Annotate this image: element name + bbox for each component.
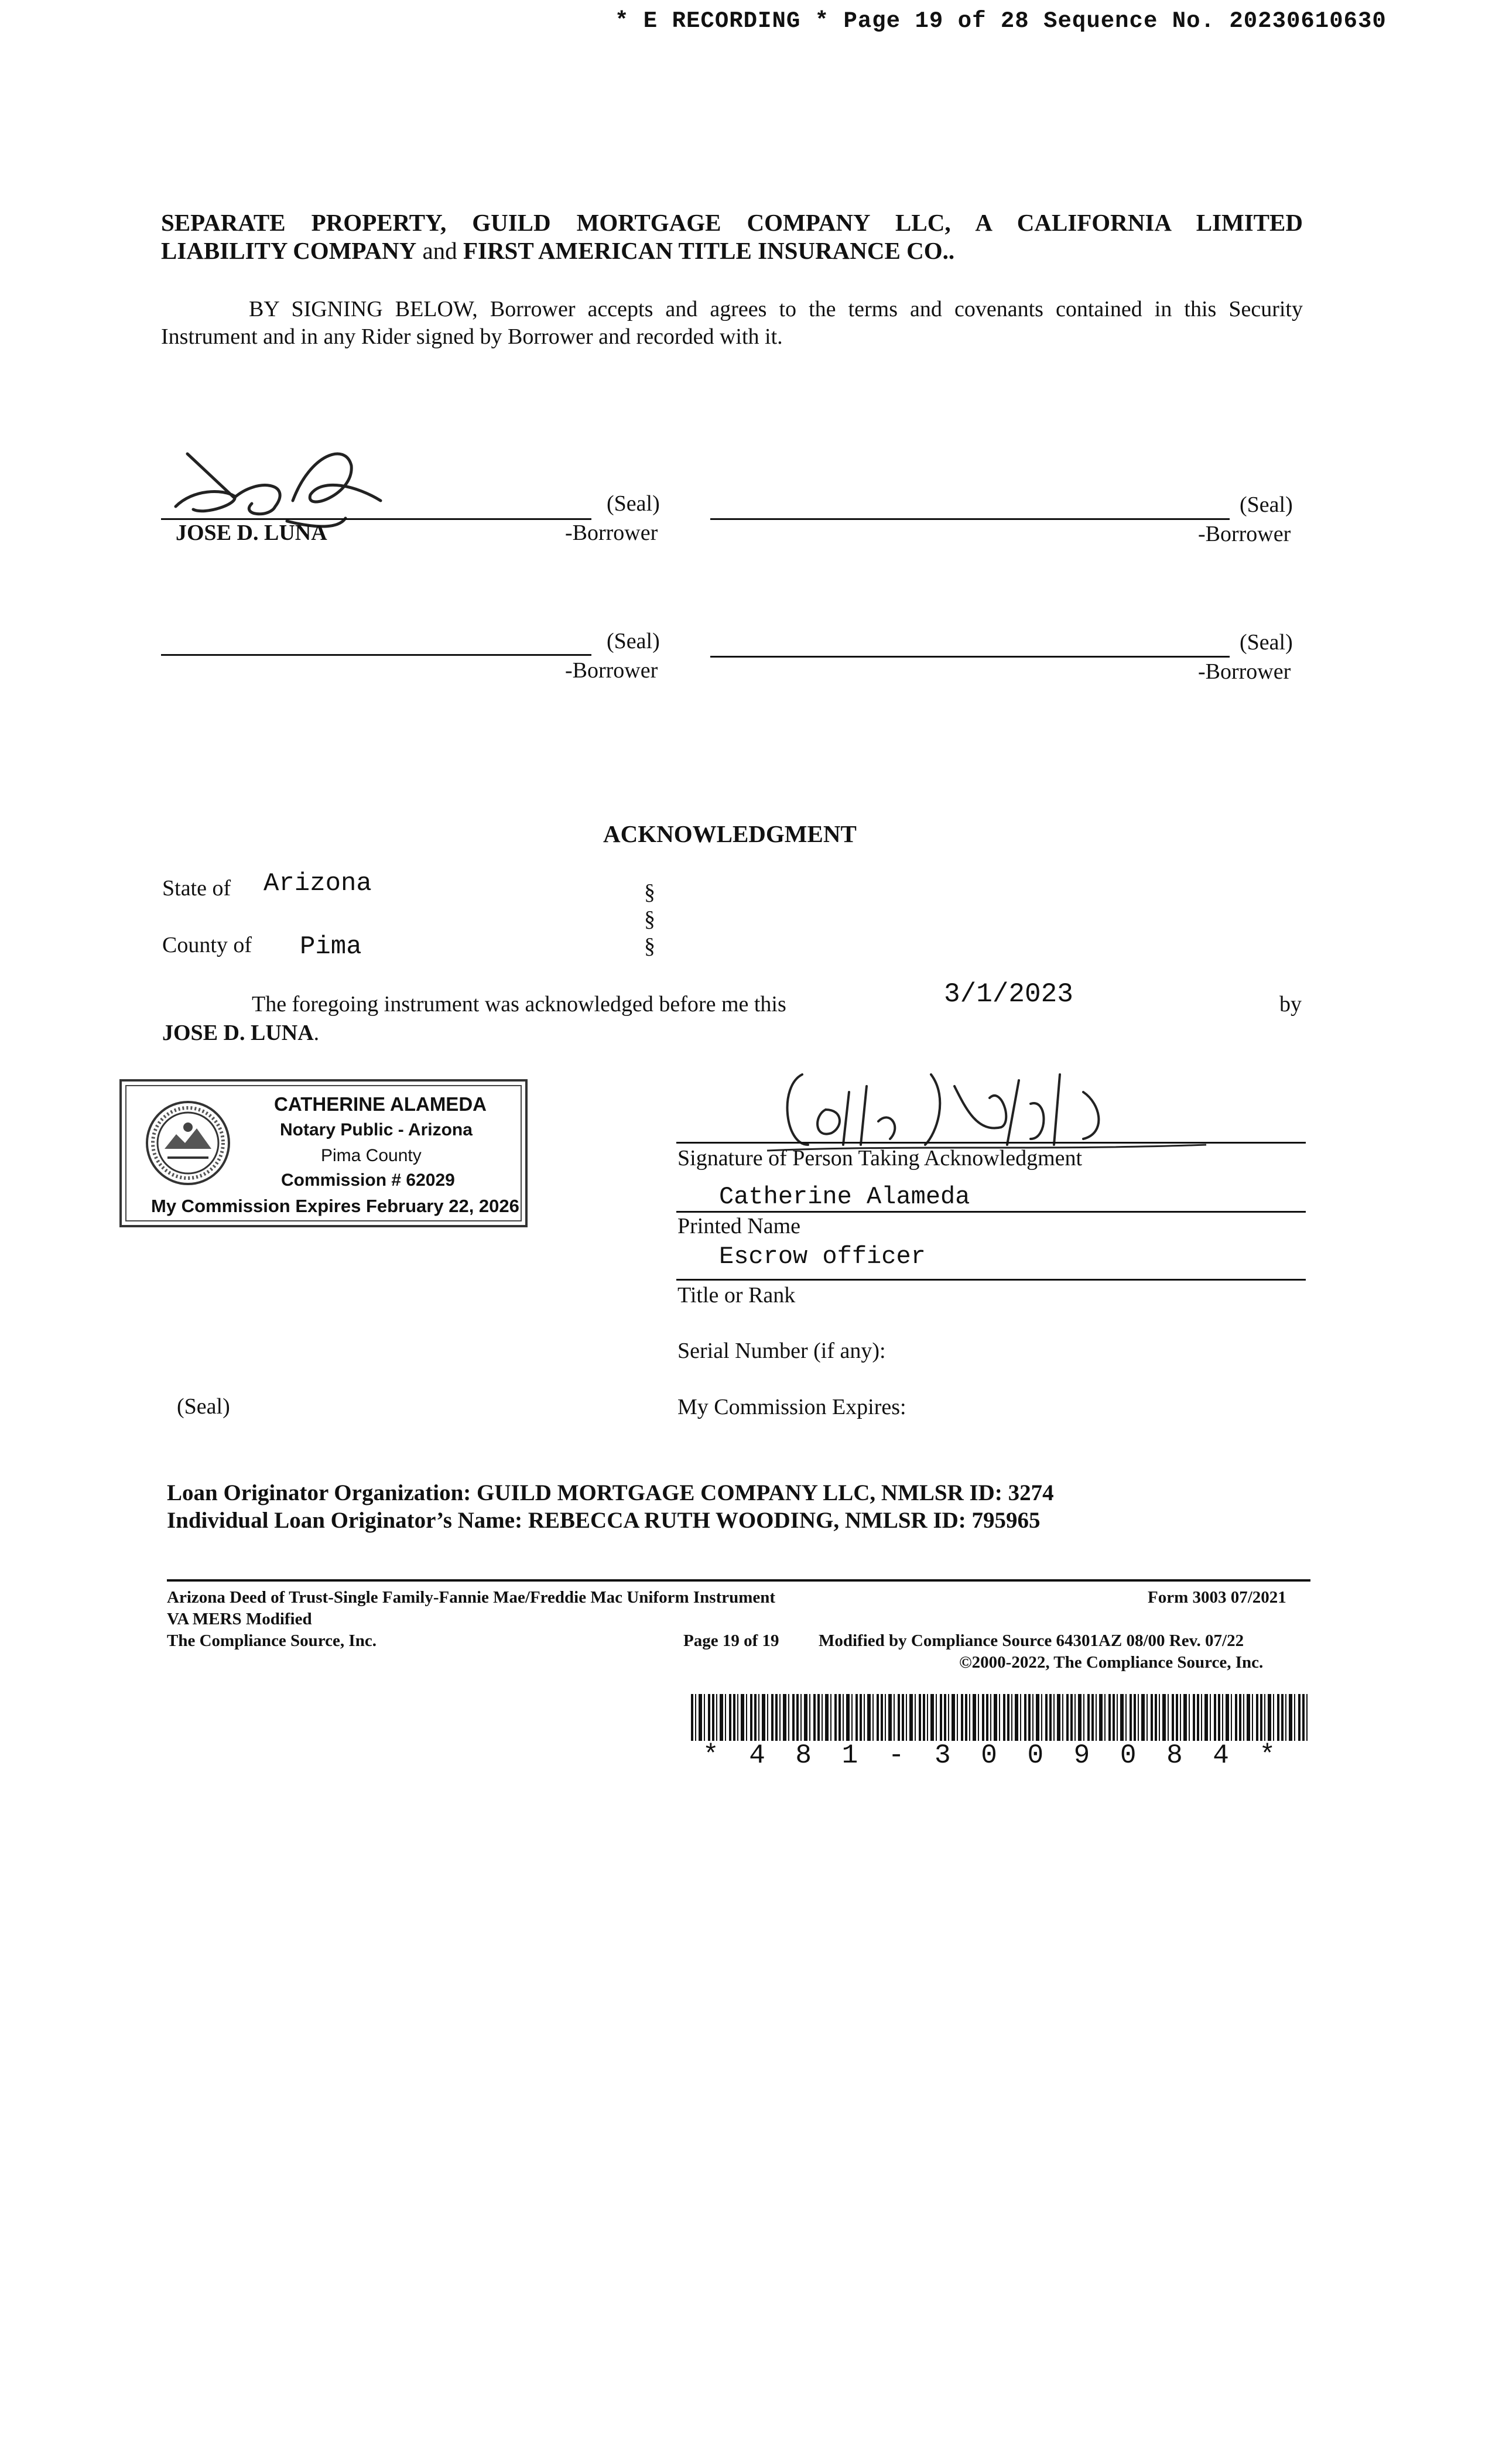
- section-mark-3: §: [644, 934, 655, 959]
- county-label: County of: [162, 933, 252, 957]
- borrower-2-signature-line: [710, 518, 1230, 520]
- section-mark-2: §: [644, 907, 655, 932]
- stamp-notary-name: CATHERINE ALAMEDA: [274, 1093, 487, 1115]
- footer-page: Page 19 of 19: [683, 1631, 779, 1650]
- borrower-2-role: -Borrower: [1198, 522, 1291, 546]
- foregoing-text: The foregoing instrument was acknowledged before me this: [252, 992, 786, 1017]
- printed-name-label: Printed Name: [677, 1214, 801, 1238]
- notary-seal-label: (Seal): [177, 1394, 230, 1419]
- title-line: [676, 1279, 1306, 1281]
- footer-modified-by: Modified by Compliance Source 64301AZ 08/00 Rev. 07/22: [819, 1631, 1244, 1650]
- intro-line-1: SEPARATE PROPERTY, GUILD MORTGAGE COMPANY LLC, A CALIFORNIA LIMITED: [161, 209, 1303, 236]
- acknowledgment-heading: ACKNOWLEDGMENT: [603, 820, 857, 847]
- intro-line-2: [161, 237, 1303, 265]
- footer-company: The Compliance Source, Inc.: [167, 1631, 377, 1650]
- signing-line-1: BY SIGNING BELOW, Borrower accepts and agrees to the terms and covenants contained in this Security: [249, 297, 1303, 321]
- borrower-1-seal: (Seal): [607, 491, 660, 516]
- notary-signature-line: [676, 1142, 1306, 1144]
- borrower-4-role: -Borrower: [1198, 659, 1291, 684]
- printed-name-line: [676, 1211, 1306, 1213]
- state-label: State of: [162, 876, 231, 901]
- footer-form-title: Arizona Deed of Trust-Single Family-Fannie Mae/Freddie Mac Uniform Instrument: [167, 1588, 776, 1607]
- intro-and-text: and: [416, 237, 463, 264]
- footer-va-mers: VA MERS Modified: [167, 1610, 312, 1628]
- borrower-3-signature-line: [161, 654, 591, 656]
- footer-rule: [167, 1579, 1310, 1582]
- county-value: Pima: [300, 932, 362, 961]
- intro-llc-text: LIABILITY COMPANY: [161, 237, 417, 264]
- footer-form-number: Form 3003 07/2021: [1148, 1588, 1286, 1607]
- footer-copyright: ©2000-2022, The Compliance Source, Inc.: [959, 1653, 1264, 1672]
- recording-banner: * E RECORDING * Page 19 of 28 Sequence No. 20230610630: [615, 8, 1387, 34]
- acknowledger-name: [162, 1020, 319, 1046]
- commission-expires-label: My Commission Expires:: [677, 1395, 906, 1419]
- borrower-2-seal: (Seal): [1240, 492, 1293, 517]
- acknowledgment-date: 3/1/2023: [944, 979, 1073, 1009]
- borrower-3-role: -Borrower: [565, 658, 658, 683]
- barcode: [691, 1694, 1309, 1741]
- borrower-3-seal: (Seal): [607, 629, 660, 653]
- stamp-notary-title: Notary Public - Arizona: [280, 1120, 473, 1139]
- notary-stamp: [119, 1079, 528, 1227]
- signature-label: Signature of Person Taking Acknowledgment: [677, 1146, 1083, 1171]
- acknowledger-name-period: .: [313, 1021, 320, 1045]
- originator-individual: Individual Loan Originator’s Name: REBECCA RUTH WOODING, NMLSR ID: 795965: [167, 1508, 1041, 1533]
- section-mark-1: §: [644, 880, 655, 905]
- serial-number-label: Serial Number (if any):: [677, 1339, 886, 1363]
- intro-title-company: FIRST AMERICAN TITLE INSURANCE CO..: [463, 237, 955, 264]
- title-value: Escrow officer: [719, 1243, 926, 1271]
- arizona-seal-icon: [144, 1099, 232, 1187]
- borrower-1-role: -Borrower: [565, 521, 658, 545]
- acknowledger-name-text: JOSE D. LUNA: [162, 1021, 314, 1045]
- signing-line-2: Instrument and in any Rider signed by Borrower and recorded with it.: [161, 324, 783, 349]
- printed-name-value: Catherine Alameda: [719, 1183, 970, 1211]
- title-label: Title or Rank: [677, 1283, 796, 1308]
- borrower-4-signature-line: [710, 656, 1230, 658]
- borrower-1-name: JOSE D. LUNA: [176, 521, 327, 545]
- borrower-4-seal: (Seal): [1240, 630, 1293, 655]
- barcode-digits: * 4 8 1 - 3 0 0 9 0 8 4 *: [703, 1740, 1283, 1771]
- state-value: Arizona: [263, 869, 372, 898]
- stamp-expires: My Commission Expires February 22, 2026: [151, 1196, 519, 1216]
- by-word: by: [1279, 992, 1302, 1017]
- stamp-county: Pima County: [321, 1146, 422, 1165]
- originator-organization: Loan Originator Organization: GUILD MORTGAGE COMPANY LLC, NMLSR ID: 3274: [167, 1480, 1054, 1505]
- stamp-commission: Commission # 62029: [281, 1171, 455, 1190]
